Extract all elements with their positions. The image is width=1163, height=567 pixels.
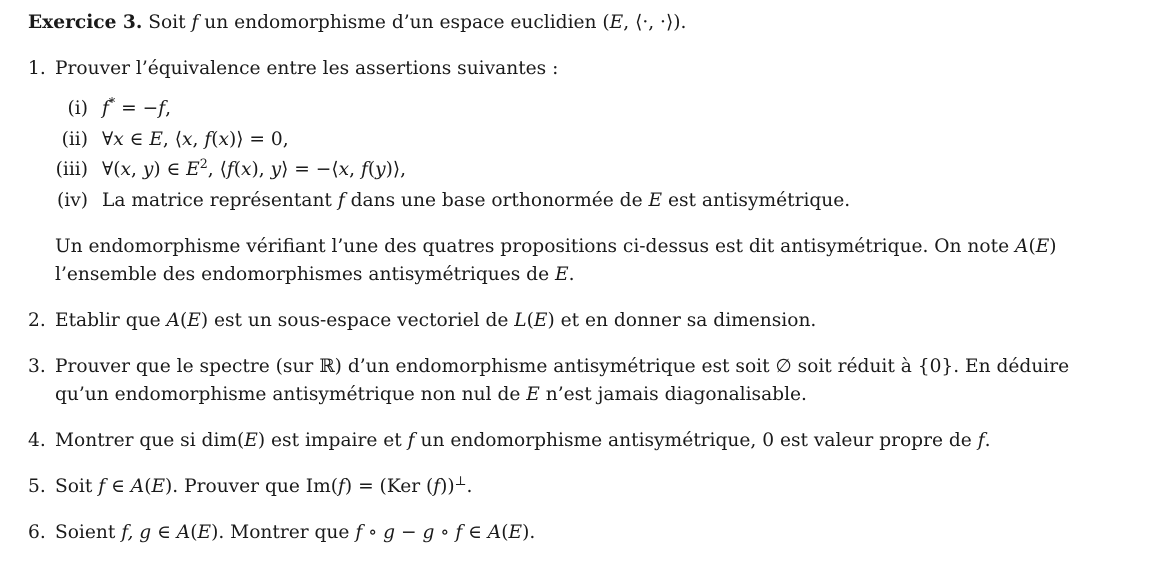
assertion-iii-label: (iii): [55, 159, 88, 180]
question-1: [28, 55, 1139, 289]
question-4-text: Montrer que si dim(E) est impaire et f un endomorphisme antisymétrique, 0 est valeur propre de f.: [55, 429, 991, 451]
question-6-body: [55, 519, 1139, 547]
assertion-i-label: (i): [67, 98, 88, 119]
question-4-number: 4.: [28, 429, 46, 451]
question-3-text-line-2: qu’un endomorphisme antisymétrique non nul de E n’est jamais diagonalisable.: [55, 383, 807, 405]
assertion-iii: [55, 156, 1139, 184]
assertion-iv: [55, 187, 1139, 215]
question-3-text-line-1: Prouver que le spectre (sur ℝ) d’un endomorphisme antisymétrique est soit ∅ soit réduit à {0}. En déduire: [55, 355, 1070, 377]
assertion-iii-text: ∀(x, y) ∈ $E^2$, ⟨f(x), y⟩ = −⟨x, f(y)⟩,: [102, 155, 407, 180]
definition-note-line-2: l’ensemble des endomorphismes antisymétriques de E.: [55, 263, 575, 285]
question-4: [28, 427, 1139, 455]
question-2-text: Etablir que A(E) est un sous-espace vectoriel de L(E) et en donner sa dimension.: [55, 309, 817, 331]
definition-note: [55, 233, 1139, 289]
question-5-text: Soit f ∈ A(E). Prouver que Im(f) = (Ker (f))⊥.: [55, 472, 473, 497]
question-3-number: 3.: [28, 355, 46, 377]
assertion-ii-text: ∀x ∈ E, ⟨x, f(x)⟩ = 0,: [102, 128, 289, 150]
question-6: [28, 519, 1139, 547]
question-3: [28, 353, 1139, 409]
exercise-intro: Soit f un endomorphisme d’un espace euclidien (E, ⟨·, ·⟩).: [142, 12, 687, 33]
question-5: [28, 473, 1139, 501]
question-6-text: Soient f, g ∈ A(E). Montrer que f ∘ g − g ∘ f ∈ A(E).: [55, 521, 536, 543]
assertion-ii-label: (ii): [61, 128, 88, 150]
definition-note-line-1: Un endomorphisme vérifiant l’une des quatres propositions ci-dessus est dit antisymétrique. On note A(E): [55, 235, 1057, 257]
question-5-number: 5.: [28, 475, 46, 497]
question-2-number: 2.: [28, 309, 46, 331]
assertion-list: [55, 95, 1139, 215]
question-2: [28, 307, 1139, 335]
question-5-body: [55, 473, 1139, 501]
assertion-i: [55, 95, 1139, 123]
assertion-i-text: f* = −f,: [102, 94, 171, 119]
exercise-title: Exercice 3.: [28, 12, 143, 33]
question-4-body: [55, 427, 1139, 455]
question-6-number: 6.: [28, 521, 46, 543]
exercise-heading: [28, 9, 1139, 37]
question-1-number: 1.: [28, 58, 46, 79]
question-2-body: [55, 307, 1139, 335]
assertion-iv-text: La matrice représentant f dans une base orthonormée de E est antisymétrique.: [102, 189, 851, 211]
question-1-body: [55, 55, 1139, 289]
assertion-ii: [55, 126, 1139, 154]
question-3-body: [55, 353, 1139, 409]
assertion-iv-label: (iv): [57, 189, 88, 211]
question-1-text: Prouver l’équivalence entre les assertions suivantes :: [55, 58, 559, 79]
